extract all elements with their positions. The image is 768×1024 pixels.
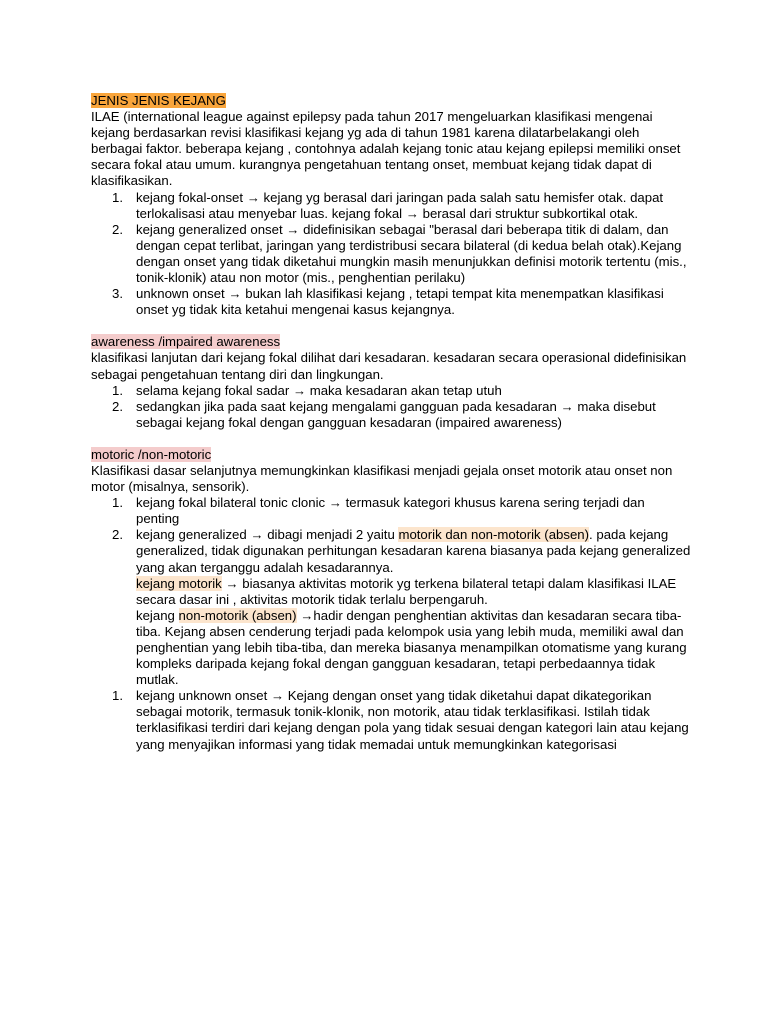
awareness-list xyxy=(91,383,691,431)
document-title: JENIS JENIS KEJANG xyxy=(91,93,226,108)
motoric-heading: motoric /non-motoric xyxy=(91,446,212,462)
motorik-description: → biasanya aktivitas motorik yg terkena bilateral tetapi dalam klasifikasi ILAE secara dasar ini , aktivitas motorik tidak terlalu berpengaruh. xyxy=(136,575,677,607)
list-item-text-post: . pada kejang generalized, tidak digunakan perhitungan kesadaran karena biasanya pada kejang generalized yang akan terganggu adalah kesadarannya. xyxy=(136,527,691,575)
onset-list xyxy=(91,190,691,319)
list-item xyxy=(91,190,691,222)
list-item-text: sedangkan jika pada saat kejang mengalami gangguan pada kesadaran → maka disebut sebagai kejang fokal dengan gangguan kesadaran (impaired awareness) xyxy=(136,398,656,430)
nonmotorik-prefix: kejang xyxy=(136,607,179,623)
highlighted-phrase: motorik dan non-motorik (absen) xyxy=(398,527,590,543)
list-item-text: kejang generalized onset → didefinisikan sebagai "berasal dari beberapa titik di dalam, dan dengan cepat terlibat, jaringan yang terdistribusi secara bilateral (di kedua belah otak).Kejang dengan onset yang tidak diketahui mungkin masih menunjukkan definisi motorik tertentu (mis., tonik-klonik) atau non motor (mis., penghentian perilaku) xyxy=(136,221,687,286)
list-number: 1. xyxy=(112,495,123,511)
awareness-intro: klasifikasi lanjutan dari kejang fokal dilihat dari kesadaran. kesadaran secara operasional didefinisikan sebagai pengetahuan tentang diri dan lingkungan. xyxy=(91,350,687,382)
list-item xyxy=(91,495,691,527)
spacer xyxy=(91,431,691,447)
list-item xyxy=(91,527,691,688)
nonmotorik-description: →hadir dengan penghentian aktivitas dan kesadaran secara tiba-tiba. Kejang absen cenderung terjadi pada kelompok usia yang lebih muda, memiliki awal dan penghentian yang lebih tiba-tiba, dan mereka biasanya menampilkan otomatisme yang kurang kompleks daripada kejang fokal dengan gangguan kesadaran, tetapi perbedaannya tidak mutlak. xyxy=(136,607,687,688)
list-item-text: unknown onset → bukan lah klasifikasi kejang , tetapi tempat kita menempatkan klasifikasi onset yg tidak kita ketahui mengenai kasus kejangnya. xyxy=(136,286,664,318)
list-item-text: selama kejang fokal sadar → maka kesadaran akan tetap utuh xyxy=(136,382,502,398)
list-number: 1. xyxy=(112,382,123,398)
awareness-heading: awareness /impaired awareness xyxy=(91,334,281,350)
list-item-text: kejang fokal-onset → kejang yg berasal dari jaringan pada salah satu hemisfer otak. dapat terlokalisasi atau menyebar luas. kejang fokal → berasal dari struktur subkortikal otak. xyxy=(136,189,664,221)
list-number: 2. xyxy=(112,398,123,414)
motoric-intro: Klasifikasi dasar selanjutnya memungkinkan klasifikasi menjadi gejala onset motorik atau onset non motor (misalnya, sensorik). xyxy=(91,462,673,495)
list-number: 2. xyxy=(112,221,123,237)
motoric-heading-line xyxy=(91,447,691,463)
list-item xyxy=(91,383,691,399)
motoric-list xyxy=(91,495,691,753)
list-item xyxy=(91,688,691,752)
list-number: 1. xyxy=(112,688,123,704)
intro-paragraph: ILAE (international league against epilepsy pada tahun 2017 mengeluarkan klasifikasi mengenai kejang berdasarkan revisi klasifikasi kejang yg ada di tahun 1981 karena dilatarbelakangi oleh berbagai faktor. beberapa kejang , contohnya adalah kejang tonic atau kejang epilepsi memiliki onset secara fokal atau umum. kurangnya pengetahuan tentang onset, membuat kejang tidak dapat di klasifikasikan. xyxy=(91,109,681,189)
spacer xyxy=(91,318,691,334)
motorik-term: kejang motorik xyxy=(136,575,222,591)
list-item-text: kejang fokal bilateral tonic clonic → termasuk kategori khusus karena sering terjadi dan penting xyxy=(136,495,645,527)
nonmotorik-term: non-motorik (absen) xyxy=(178,607,297,623)
document-title-line xyxy=(91,93,691,109)
awareness-heading-line xyxy=(91,334,691,350)
list-item-text: kejang unknown onset → Kejang dengan onset yang tidak diketahui dapat dikategorikan sebagai motorik, termasuk tonik-klonik, non motorik, atau tidak terklasifikasi. Istilah tidak terklasifikasi terdiri dari kejang dengan pola yang tidak sesuai dengan kategori lain atau kejang yang menyajikan informasi yang tidak memadai untuk memungkinkan kategorisasi xyxy=(136,688,689,752)
list-number: 2. xyxy=(112,527,123,543)
list-number: 3. xyxy=(112,286,123,302)
document-body xyxy=(91,93,691,753)
list-item xyxy=(91,286,691,318)
list-item-text-pre: kejang generalized → dibagi menjadi 2 yaitu xyxy=(136,527,399,543)
list-number: 1. xyxy=(112,189,123,205)
list-item xyxy=(91,399,691,431)
list-item xyxy=(91,222,691,286)
